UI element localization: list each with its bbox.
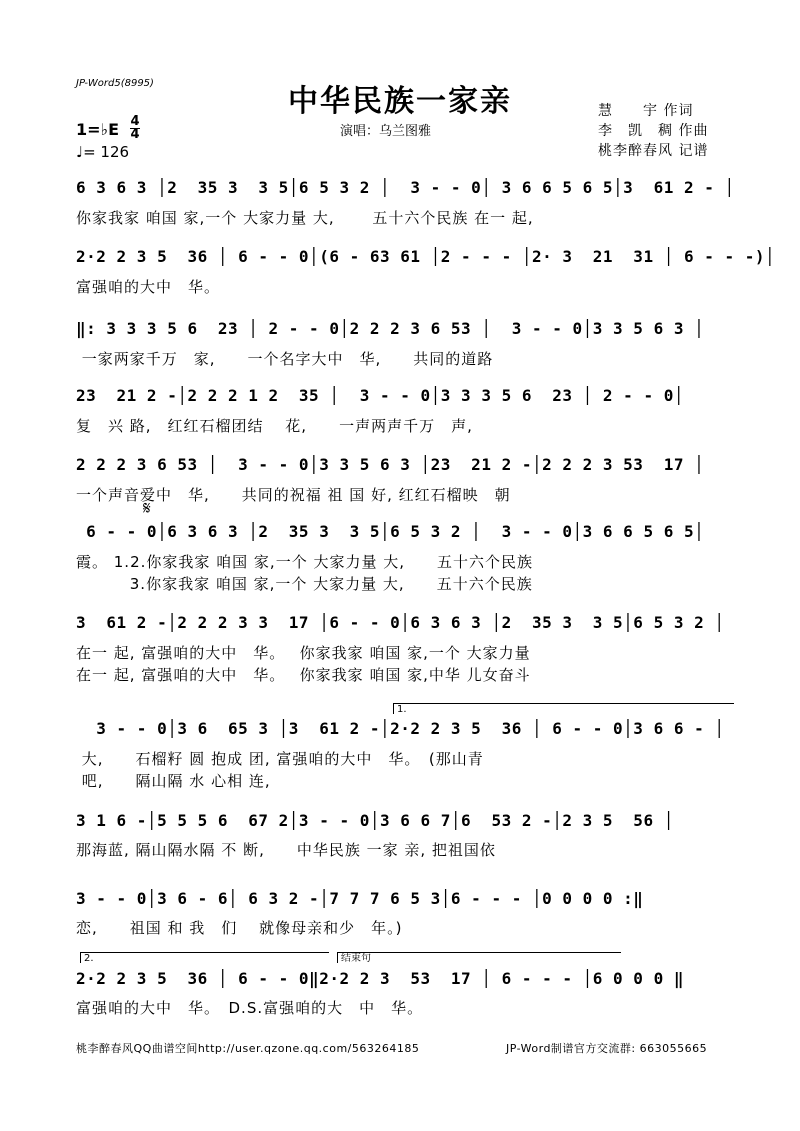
notation-line: 6 - - 0│6 3 6 3 │2 35 3 3 5│6 5 3 2 │ 3 - - 0│3 6 6 5 6 5│ — [76, 522, 705, 541]
notation-line: 3 1 6 -│5 5 5 6 67 2│3 - - 0│3 6 6 7│6 53 2 -│2 3 5 56 │ — [76, 811, 674, 830]
lyric-line: 霞。 1.2.你家我家 咱国 家,一个 大家力量 大, 五十六个民族 — [76, 553, 534, 571]
lyric-line: 一个声音爱中 华, 共同的祝福 祖 国 好, 红红石榴映 朝 — [76, 486, 511, 504]
lyric-line: 一家两家千万 家, 一个名字大中 华, 共同的道路 — [76, 350, 494, 368]
notation-line: 3 - - 0│3 6 - 6│ 6 3 2 -│7 7 7 6 5 3│6 - - - │0 0 0 0 :‖ — [76, 889, 644, 908]
lyric-line: 在一 起, 富强咱的大中 华。 你家我家 咱国 家,一个 大家力量 — [76, 644, 531, 662]
notation-line: 6 3 6 3 │2 35 3 3 5│6 5 3 2 │ 3 - - 0│ 3 6 6 5 6 5│3 61 2 - │ — [76, 178, 735, 197]
score-row-8 — [76, 714, 726, 744]
footer-right: JP-Word制谱官方交流群: 663055665 — [506, 1042, 708, 1055]
lyric-line: 那海蓝, 隔山隔水隔 不 断, 中华民族 一家 亲, 把祖国依 — [76, 841, 496, 859]
notation-line: 2 2 2 3 6 53 │ 3 - - 0│3 3 5 6 3 │23 21 2 -│2 2 2 3 53 17 │ — [76, 455, 705, 474]
footer-left: 桃李醉春风QQ曲谱空间http://user.qzone.qq.com/563264185 — [76, 1042, 420, 1055]
score-row-9 — [76, 806, 726, 836]
score-row-3 — [76, 314, 726, 344]
score-row-6 — [76, 517, 726, 547]
volta-2: 2. — [80, 952, 329, 963]
composer-credit: 李 凯 稠 作曲 — [598, 123, 709, 139]
notation-line: 2·2 2 3 5 36 │ 6 - - 0│(6 - 63 61 │2 - - - │2· 3 21 31 │ 6 - - -)│ — [76, 247, 776, 266]
score-row-5 — [76, 450, 726, 480]
lyric-line: 富强咱的大中 华。 — [76, 278, 221, 296]
tempo-marking: ♩= 126 — [76, 143, 130, 161]
lyricist-credit: 慧 宇 作词 — [598, 103, 694, 119]
score-row-10 — [76, 884, 726, 914]
time-signature: 4 4 — [130, 114, 140, 142]
notation-line: 3 - - 0│3 6 65 3 │3 61 2 -│2·2 2 3 5 36 │ 6 - - 0│3 6 6 - │ — [76, 719, 725, 738]
lyric-line: 在一 起, 富强咱的大中 华。 你家我家 咱国 家,中华 儿女奋斗 — [76, 666, 531, 684]
key-signature: 1=♭E — [76, 120, 120, 139]
score-row-7 — [76, 608, 726, 638]
transcriber-credit: 桃李醉春风 记谱 — [598, 143, 709, 159]
lyric-line: 恋, 祖国 和 我 们 就像母亲和少 年。) — [76, 919, 403, 937]
lyric-line: 你家我家 咱国 家,一个 大家力量 大, 五十六个民族 在一 起, — [76, 209, 534, 227]
lyric-line: 复 兴 路, 红红石榴团结 花, 一声两声千万 声, — [76, 417, 473, 435]
notation-line: 2·2 2 3 5 36 │ 6 - - 0‖2·2 2 3 53 17 │ 6 - - - │6 0 0 0 ‖ — [76, 969, 684, 988]
score-row-4 — [76, 381, 726, 411]
score-row-1 — [76, 173, 735, 203]
volta-1: 1. — [393, 703, 734, 714]
singer-credit: 演唱：乌兰图雅 — [340, 124, 432, 139]
software-tag: JP-Word5(8995) — [76, 78, 154, 89]
notation-line: 23 21 2 -│2 2 2 1 2 35 │ 3 - - 0│3 3 3 5 6 23 │ 2 - - 0│ — [76, 386, 684, 405]
score-row-11 — [76, 964, 726, 994]
lyric-line: 大, 石榴籽 圆 抱成 团, 富强咱的大中 华。 (那山青 — [76, 750, 484, 768]
notation-line: ‖: 3 3 3 5 6 23 │ 2 - - 0│2 2 2 3 6 53 │ 3 - - 0│3 3 5 6 3 │ — [76, 319, 705, 338]
lyric-line: 3.你家我家 咱国 家,一个 大家力量 大, 五十六个民族 — [76, 575, 533, 593]
segno-icon: 𝄋 — [143, 498, 151, 519]
page-title: 中华民族一家亲 — [288, 84, 512, 119]
coda-volta: 结束句 — [337, 952, 621, 963]
notation-line: 3 61 2 -│2 2 2 3 3 17 │6 - - 0│6 3 6 3 │2 35 3 3 5│6 5 3 2 │ — [76, 613, 725, 632]
score-row-2 — [76, 242, 776, 272]
lyric-line: 吧, 隔山隔 水 心相 连, — [76, 772, 271, 790]
quarter-note-icon: ♩ — [76, 143, 84, 161]
lyric-line: 富强咱的大中 华。 D.S.富强咱的大 中 华。 — [76, 999, 424, 1017]
